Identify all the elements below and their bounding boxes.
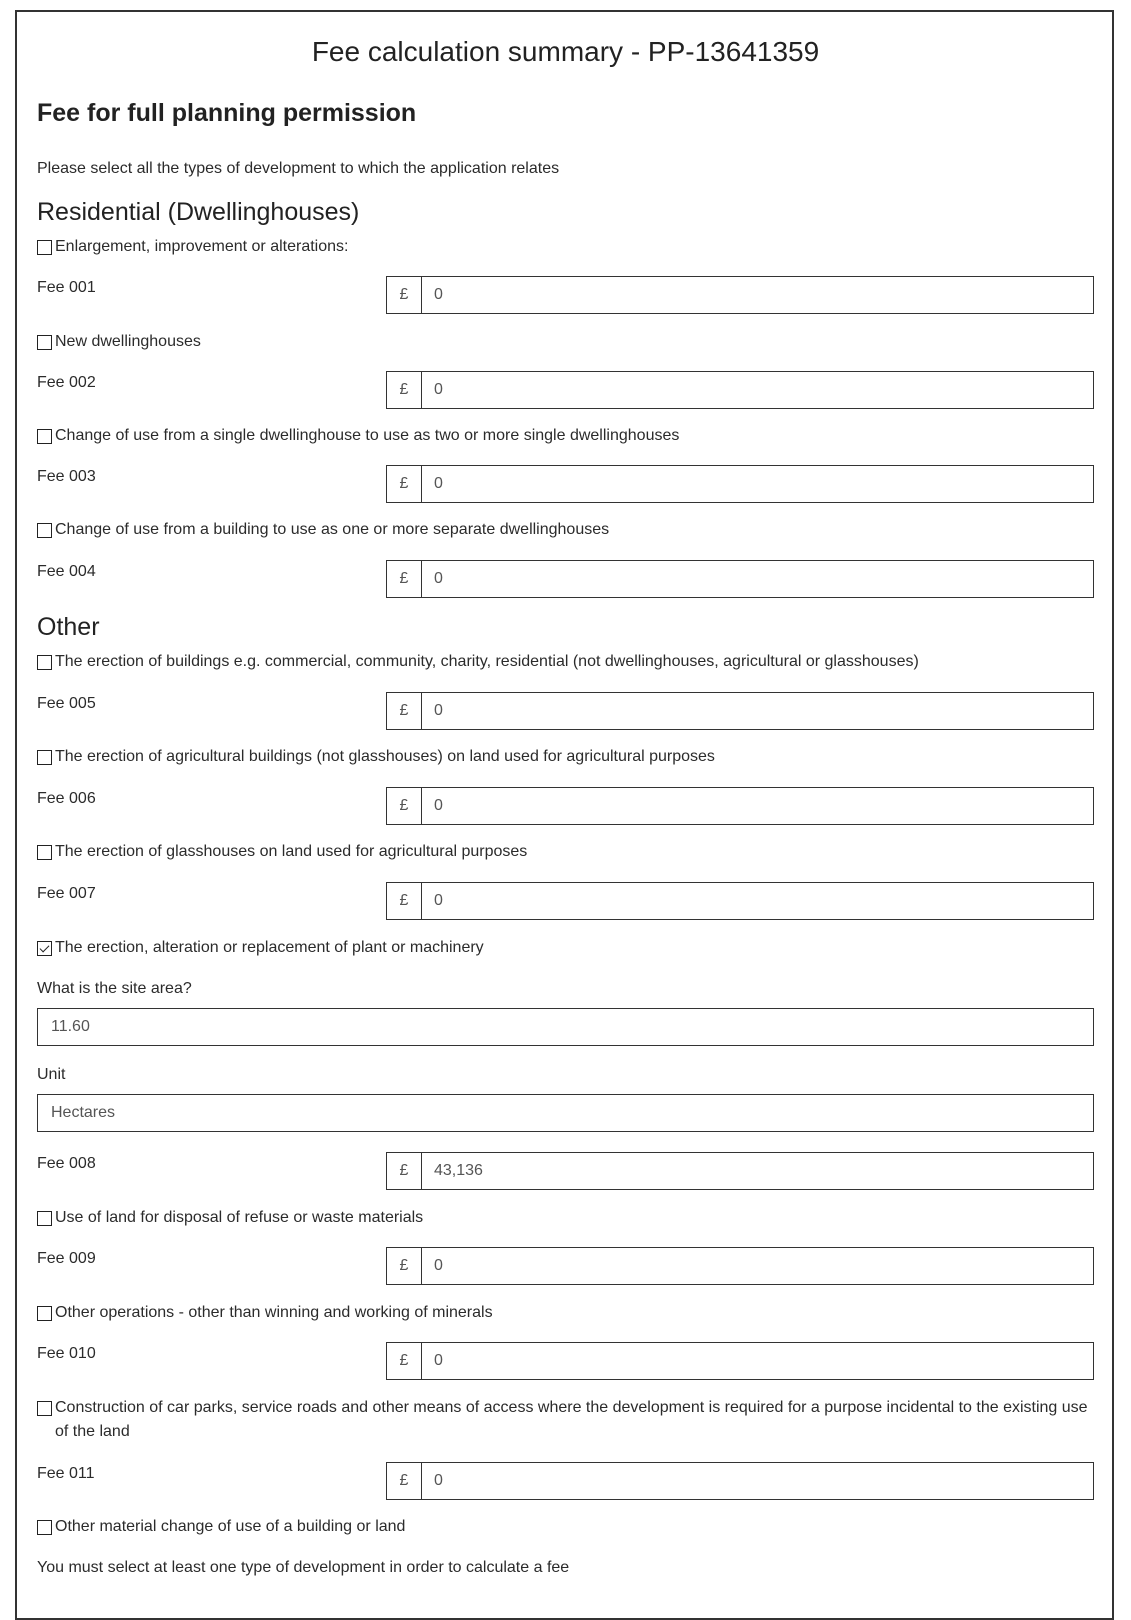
pound-sign: £ bbox=[387, 693, 422, 729]
checkbox-label: The erection, alteration or replacement of plant or machinery bbox=[55, 939, 484, 956]
checkbox-row-car-parks[interactable] bbox=[37, 1400, 1097, 1444]
checkbox-checked[interactable] bbox=[37, 941, 52, 956]
fee-label: Fee 004 bbox=[37, 563, 96, 580]
checkbox-label: Change of use from a building to use as one or more separate dwellinghouses bbox=[55, 521, 610, 538]
checkbox[interactable] bbox=[37, 335, 52, 350]
pound-sign: £ bbox=[387, 372, 422, 408]
fee-label: Fee 006 bbox=[37, 790, 96, 807]
checkbox-row-other-operations[interactable] bbox=[37, 1305, 493, 1325]
checkbox-row-enlargement[interactable] bbox=[37, 239, 348, 259]
site-area-input[interactable]: 11.60 bbox=[37, 1008, 1094, 1046]
fee-label: Fee 011 bbox=[37, 1465, 95, 1482]
fee-value: 0 bbox=[434, 892, 443, 909]
pound-sign: £ bbox=[387, 1153, 422, 1189]
checkbox[interactable] bbox=[37, 1401, 52, 1416]
fee-label: Fee 007 bbox=[37, 885, 96, 902]
checkbox-label: Construction of car parks, service roads and other means of access where the development is required for a purpose incidental to the existing use of the land bbox=[55, 1399, 1088, 1440]
checkbox-row-refuse-disposal[interactable] bbox=[37, 1210, 423, 1230]
fee-005-field[interactable] bbox=[386, 692, 1094, 730]
checkbox-row-glasshouses[interactable] bbox=[37, 844, 527, 864]
fee-value: 0 bbox=[434, 797, 443, 814]
fee-010-field[interactable] bbox=[386, 1342, 1094, 1380]
checkbox[interactable] bbox=[37, 845, 52, 860]
section-heading: Fee for full planning permission bbox=[37, 99, 417, 127]
checkbox[interactable] bbox=[37, 429, 52, 444]
pound-sign: £ bbox=[387, 1343, 422, 1379]
fee-004-field[interactable] bbox=[386, 560, 1094, 598]
fee-value: 0 bbox=[434, 286, 443, 303]
fee-label: Fee 010 bbox=[37, 1345, 96, 1362]
fee-001-field[interactable] bbox=[386, 276, 1094, 314]
fee-009-field[interactable] bbox=[386, 1247, 1094, 1285]
fee-value: 0 bbox=[434, 381, 443, 398]
checkbox[interactable] bbox=[37, 523, 52, 538]
checkbox-label: Other operations - other than winning and working of minerals bbox=[55, 1304, 493, 1321]
residential-heading: Residential (Dwellinghouses) bbox=[37, 198, 360, 226]
fee-value: 43,136 bbox=[434, 1162, 483, 1179]
fee-label: Fee 001 bbox=[37, 279, 96, 296]
pound-sign: £ bbox=[387, 561, 422, 597]
checkbox-row-material-change[interactable] bbox=[37, 1519, 405, 1539]
fee-006-field[interactable] bbox=[386, 787, 1094, 825]
fee-value: 0 bbox=[434, 1257, 443, 1274]
checkbox-row-agricultural-buildings[interactable] bbox=[37, 749, 715, 769]
pound-sign: £ bbox=[387, 277, 422, 313]
unit-label: Unit bbox=[37, 1066, 66, 1083]
checkbox-label: Other material change of use of a building or land bbox=[55, 1518, 406, 1535]
fee-008-field[interactable] bbox=[386, 1152, 1094, 1190]
fee-value: 0 bbox=[434, 475, 443, 492]
fee-label: Fee 005 bbox=[37, 695, 96, 712]
checkbox-label: Change of use from a single dwellinghouse to use as two or more single dwellinghouses bbox=[55, 427, 680, 444]
checkbox-label: The erection of glasshouses on land used for agricultural purposes bbox=[55, 843, 528, 860]
checkbox-label: New dwellinghouses bbox=[55, 333, 201, 350]
checkbox-row-change-single-dwelling[interactable] bbox=[37, 428, 679, 448]
checkbox-label: Use of land for disposal of refuse or waste materials bbox=[55, 1209, 424, 1226]
checkbox[interactable] bbox=[37, 1211, 52, 1226]
fee-label: Fee 008 bbox=[37, 1155, 96, 1172]
checkbox[interactable] bbox=[37, 240, 52, 255]
fee-value: 0 bbox=[434, 1472, 443, 1489]
pound-sign: £ bbox=[387, 466, 422, 502]
checkbox[interactable] bbox=[37, 750, 52, 765]
checkbox-label: The erection of agricultural buildings (not glasshouses) on land used for agricultural purposes bbox=[55, 748, 715, 765]
fee-value: 0 bbox=[434, 570, 443, 587]
fee-label: Fee 002 bbox=[37, 374, 96, 391]
validation-note: You must select at least one type of development in order to calculate a fee bbox=[37, 1559, 570, 1576]
checkbox-label: The erection of buildings e.g. commercial, community, charity, residential (not dwellinghouses, agricultural or glasshouses) bbox=[55, 653, 919, 670]
intro-text: Please select all the types of development to which the application relates bbox=[37, 160, 560, 177]
checkbox[interactable] bbox=[37, 1306, 52, 1321]
page-title: Fee calculation summary - PP-13641359 bbox=[311, 36, 820, 67]
checkbox-row-new-dwellinghouses[interactable] bbox=[37, 334, 201, 354]
pound-sign: £ bbox=[387, 1463, 422, 1499]
pound-sign: £ bbox=[387, 1248, 422, 1284]
checkbox[interactable] bbox=[37, 655, 52, 670]
checkbox[interactable] bbox=[37, 1520, 52, 1535]
site-area-label: What is the site area? bbox=[37, 980, 192, 997]
pound-sign: £ bbox=[387, 883, 422, 919]
fee-value: 0 bbox=[434, 1352, 443, 1369]
fee-value: 0 bbox=[434, 702, 443, 719]
fee-label: Fee 003 bbox=[37, 468, 96, 485]
fee-002-field[interactable] bbox=[386, 371, 1094, 409]
checkbox-row-plant-machinery[interactable] bbox=[37, 940, 484, 960]
checkbox-row-erection-buildings[interactable] bbox=[37, 654, 919, 674]
pound-sign: £ bbox=[387, 788, 422, 824]
other-heading: Other bbox=[37, 613, 100, 641]
fee-007-field[interactable] bbox=[386, 882, 1094, 920]
checkbox-row-change-building[interactable] bbox=[37, 522, 609, 542]
unit-input[interactable]: Hectares bbox=[37, 1094, 1094, 1132]
checkbox-label: Enlargement, improvement or alterations: bbox=[55, 238, 349, 255]
fee-label: Fee 009 bbox=[37, 1250, 96, 1267]
fee-011-field[interactable] bbox=[386, 1462, 1094, 1500]
fee-003-field[interactable] bbox=[386, 465, 1094, 503]
